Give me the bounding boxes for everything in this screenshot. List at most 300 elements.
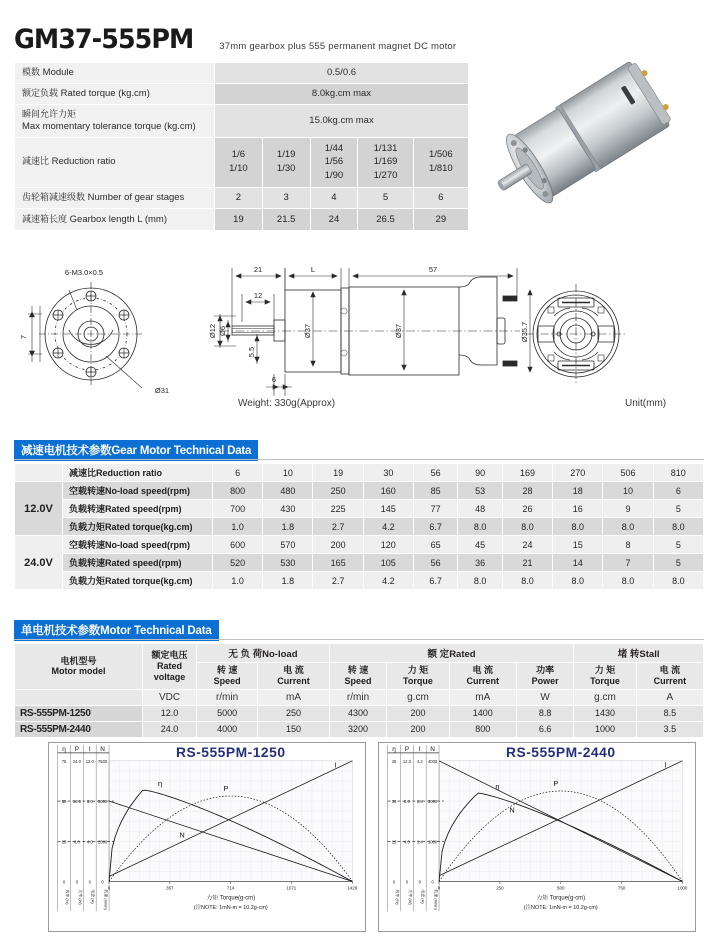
chart-axis-tick: 0 — [88, 879, 91, 885]
chart-axis-tick: 0 — [62, 879, 66, 885]
stages-value: 5 — [358, 187, 413, 208]
section-title-cn: 单电机技术参数 — [21, 625, 101, 637]
chart-axis-label: 电流 (A) — [90, 889, 96, 904]
dim-thread: 6-M3.0×0.5 — [64, 268, 104, 277]
spec-value-rated-torque: 8.0kg.cm max — [215, 83, 469, 104]
chart-axis-tick: 4.0 — [86, 839, 93, 845]
label-en: Rated — [449, 649, 476, 660]
data-cell: 8.0 — [603, 572, 653, 590]
chart-axis-tick: 5000 — [98, 799, 108, 805]
rear-view — [526, 284, 626, 384]
ratio-cell: 169 — [502, 464, 552, 482]
data-cell: 65 — [413, 536, 458, 554]
section-title-cn: 减速电机技术参数 — [21, 445, 112, 457]
data-cell: 53 — [458, 482, 503, 500]
label-cn: 减速比 — [69, 468, 97, 478]
data-cell: 18 — [553, 482, 603, 500]
chart-axis-symbol: N — [100, 745, 105, 753]
chart-axis-tick: 2500 — [98, 839, 108, 845]
label-cn: 减速比 — [22, 156, 50, 167]
ratio-col-1 — [215, 137, 263, 187]
ratio-cell: 10 — [263, 464, 313, 482]
label-cn: 功率 — [536, 665, 555, 675]
label-en: Power — [531, 675, 559, 686]
chart-axis-symbol: N — [430, 745, 435, 753]
stages-value: 3 — [262, 187, 310, 208]
stages-value: 6 — [413, 187, 468, 208]
data-cell: 1.8 — [263, 518, 313, 536]
label-cn: 额定电压 — [151, 650, 188, 661]
chart-x-tick: 714 — [226, 885, 235, 891]
data-cell: 700 — [213, 500, 263, 518]
label-en: Max momentary tolerance torque (kg.cm) — [22, 120, 196, 132]
ratio-col-5 — [413, 137, 468, 187]
chart-axis-tick: 7500 — [98, 758, 108, 764]
data-cell: 8.0 — [653, 572, 703, 590]
stages-value: 2 — [215, 187, 263, 208]
label-cn: 额 定 — [427, 649, 450, 660]
dim-shaft-dia: Ø6 — [218, 325, 227, 337]
label-cn: 齿轮箱减速级数 — [22, 191, 86, 202]
dim-body-dia-2: Ø37 — [394, 323, 403, 339]
chart-series-label-N: N — [509, 805, 515, 815]
label-cn: 空载转速 — [69, 486, 106, 496]
chart-series-label-η: η — [158, 778, 163, 788]
table-row — [15, 83, 469, 104]
specification-table — [14, 62, 469, 231]
row-label-noload-speed-24v — [63, 536, 213, 554]
chart-axis-tick: 30 — [391, 799, 397, 805]
ratio-value: 1/6 — [231, 149, 245, 161]
header-noload-current — [258, 663, 330, 690]
data-cell: 105 — [363, 554, 413, 572]
chart-axis-tick: 50 — [61, 799, 67, 805]
ratio-cell: 90 — [458, 464, 503, 482]
header-group-rated — [329, 644, 573, 663]
dimension-drawing-svg — [14, 246, 704, 426]
data-cell: 430 — [263, 500, 313, 518]
table-row — [15, 572, 704, 590]
label-cn: 转 速 — [216, 665, 238, 675]
data-cell: 150 — [258, 721, 330, 737]
chart-series-label-I: I — [334, 760, 337, 770]
unit-cell: A — [636, 689, 703, 705]
table-row-group-header — [15, 644, 704, 663]
length-value: 19 — [215, 208, 263, 231]
label-cn: 空载转速 — [69, 540, 106, 550]
ratio-value: 1/19 — [276, 149, 296, 161]
ratio-cell: 6 — [213, 464, 263, 482]
length-value: 29 — [413, 208, 468, 231]
label-en: Torque — [590, 675, 620, 686]
ratio-value: 1/506 — [428, 149, 453, 161]
label-en: Rated speed(rpm) — [105, 504, 182, 514]
chart-svg-1250 — [49, 743, 365, 931]
data-cell: 3.5 — [636, 721, 703, 737]
data-cell: 2.7 — [313, 518, 363, 536]
data-cell: 4.2 — [363, 572, 413, 590]
label-cn: 转 速 — [347, 665, 369, 675]
unit-cell: mA — [258, 689, 330, 705]
ratio-col-3 — [310, 137, 358, 187]
unit-label: Unit(mm) — [625, 398, 667, 409]
chart-axis-tick: 2.8 — [416, 799, 423, 805]
label-cn: 负载转速 — [69, 558, 106, 568]
product-photo — [478, 24, 704, 234]
ratio-cell: 56 — [413, 464, 458, 482]
chart-series-label-P: P — [553, 779, 559, 789]
chart-axis-tick: 75 — [61, 758, 67, 764]
header-rated-torque — [387, 663, 449, 690]
row-label-rated-speed-24v — [63, 554, 213, 572]
label-en: Current — [466, 675, 500, 686]
data-cell: 5000 — [197, 705, 258, 721]
ratio-value: 1/30 — [276, 163, 296, 175]
label-en: No-load speed(rpm) — [105, 540, 191, 550]
data-cell: 16 — [553, 500, 603, 518]
data-cell: 24 — [502, 536, 552, 554]
data-cell: 225 — [313, 500, 363, 518]
front-view — [28, 282, 143, 388]
ratio-value: 1/56 — [324, 156, 344, 168]
unit-cell: g.cm — [387, 689, 449, 705]
table-row — [15, 518, 704, 536]
technical-drawing — [14, 246, 704, 426]
label-cn: 堵 转 — [617, 649, 640, 660]
chart-x-tick: 0 — [437, 885, 441, 891]
data-cell: 5 — [653, 500, 703, 518]
data-cell: 6.7 — [413, 518, 458, 536]
performance-chart-1250 — [48, 742, 366, 932]
stages-value: 4 — [310, 187, 358, 208]
data-cell: 8.0 — [458, 518, 503, 536]
ratio-value: 1/90 — [324, 170, 344, 182]
unit-cell: r/min — [197, 689, 258, 705]
ratio-value: 1/169 — [373, 156, 398, 168]
header-noload-speed — [197, 663, 258, 690]
chart-axis-tick: 0 — [431, 879, 434, 885]
data-cell: 21 — [502, 554, 552, 572]
ratio-cell: 810 — [653, 464, 703, 482]
data-cell: 28 — [502, 482, 552, 500]
data-cell: 800 — [213, 482, 263, 500]
data-cell: 4000 — [197, 721, 258, 737]
data-cell: 1000 — [574, 721, 636, 737]
chart-x-tick: 250 — [496, 885, 504, 891]
label-en: Reduction ratio — [51, 156, 116, 168]
chart-axis-tick: 8.0 — [404, 799, 410, 805]
voltage-label-24v: 24.0V — [15, 536, 63, 590]
unit-spacer — [15, 689, 143, 705]
data-cell: 200 — [313, 536, 363, 554]
chart-axis-tick: 8.0 — [74, 839, 80, 845]
data-cell: 480 — [263, 482, 313, 500]
data-cell: 8.0 — [653, 518, 703, 536]
table-row-gear-stages — [15, 187, 469, 208]
row-label-noload-speed-12v — [63, 482, 213, 500]
dim-flange-thk: 7 — [19, 334, 28, 340]
table-row-units — [15, 689, 704, 705]
chart-axis-tick: 4000 — [428, 758, 438, 764]
chart-axis-symbol: I — [418, 745, 421, 753]
ratio-value: 1/44 — [324, 142, 344, 154]
dim-axis-offset: 5.5 — [247, 346, 256, 358]
data-cell: 200 — [387, 705, 449, 721]
chart-axis-symbol: I — [88, 745, 91, 753]
label-cn: 电 流 — [659, 665, 681, 675]
ratio-col-2 — [262, 137, 310, 187]
chart-axis-label: 效率 (%) — [65, 889, 70, 905]
dim-shaft-len: 21 — [253, 265, 263, 274]
section-title-en: Gear Motor Technical Data — [111, 445, 252, 457]
chart-title: RS-555PM-1250 — [175, 743, 286, 760]
data-cell: 1400 — [449, 705, 516, 721]
data-cell: 1.0 — [213, 518, 263, 536]
data-cell: 77 — [413, 500, 458, 518]
data-cell: 165 — [313, 554, 363, 572]
unit-cell: W — [516, 689, 573, 705]
chart-x-tick: 750 — [617, 885, 626, 891]
data-cell: 800 — [449, 721, 516, 737]
label-cn: 力 矩 — [594, 665, 616, 675]
motor-photo-illustration — [478, 24, 704, 234]
chart-x-tick: 1429 — [347, 885, 358, 891]
header-group-stall — [574, 644, 704, 663]
data-cell: 8.0 — [502, 572, 552, 590]
chart-axis-tick: 4.2 — [416, 758, 423, 764]
chart-axis-symbol: η — [392, 745, 396, 753]
label-en: Reduction ratio — [96, 468, 163, 478]
dim-body-dia-1: Ø37 — [303, 323, 312, 339]
chart-series-label-η: η — [495, 782, 500, 792]
section-title-en: Motor Technical Data — [100, 625, 212, 637]
data-cell: 530 — [263, 554, 313, 572]
chart-xlabel: 力矩 Torque(g-cm) — [536, 895, 586, 902]
row-label-rated-speed-12v — [63, 500, 213, 518]
length-value: 24 — [310, 208, 358, 231]
table-row — [15, 554, 704, 572]
page-subtitle: 37mm gearbox plus 555 permanent magnet DC motor — [219, 41, 457, 52]
data-cell: 250 — [313, 482, 363, 500]
page-header — [14, 24, 469, 56]
spec-label-reduction-ratio — [15, 137, 215, 187]
chart-axis-tick: 3000 — [428, 799, 438, 805]
data-cell: 5 — [653, 554, 703, 572]
table-row — [15, 482, 704, 500]
label-cn: 负载力矩 — [69, 522, 106, 532]
spec-label-gearbox-length — [15, 208, 215, 231]
chart-axis-label: 转速 (r/min) — [103, 889, 109, 910]
data-cell: 56 — [413, 554, 458, 572]
chart-x-tick: 500 — [557, 885, 565, 891]
dim-boss-dia: Ø12 — [208, 323, 217, 339]
chart-axis-tick: 0 — [75, 879, 79, 885]
table-row — [15, 721, 704, 737]
label-en: Speed — [344, 675, 372, 686]
ratio-value: 1/810 — [428, 163, 453, 175]
chart-axis-tick: 0 — [101, 879, 104, 885]
chart-axis-tick: 0 — [418, 879, 421, 885]
data-cell: 250 — [258, 705, 330, 721]
header-rated-voltage — [143, 644, 197, 690]
ratio-value: 1/10 — [229, 163, 248, 175]
data-cell: 6 — [653, 482, 703, 500]
header-rated-speed — [329, 663, 386, 690]
header-motor-model — [15, 644, 143, 690]
chart-axis-symbol: P — [404, 745, 410, 753]
chart-axis-label: 效率 (%) — [395, 889, 400, 905]
label-en2: voltage — [153, 671, 186, 682]
page-title: GM37-555PM — [14, 24, 194, 55]
chart-axis-tick: 25 — [61, 839, 67, 845]
data-cell: 2.7 — [313, 572, 363, 590]
data-cell: 4.2 — [363, 518, 413, 536]
chart-axis-label: 功率 (W) — [77, 889, 83, 905]
chart-axis-tick: 1.4 — [416, 839, 423, 845]
chart-axis-label: 转速 (r/min) — [433, 889, 439, 910]
data-cell: 600 — [213, 536, 263, 554]
chart-x-tick: 1071 — [286, 885, 297, 891]
label-cn: 额定负载 — [22, 87, 59, 98]
chart-x-tick: 1000 — [677, 885, 688, 891]
data-cell: 36 — [458, 554, 503, 572]
label-cn: 负载力矩 — [69, 576, 106, 586]
gear-motor-technical-data-table — [14, 463, 704, 590]
chart-series-label-I: I — [664, 760, 667, 770]
ratio-cell: 506 — [603, 464, 653, 482]
spec-label-max-torque — [15, 104, 215, 137]
label-en: Rated torque (kg.cm) — [60, 87, 150, 99]
data-cell: 7 — [603, 554, 653, 572]
weight-label: Weight: 330g(Approx) — [238, 398, 336, 409]
label-cn: 负载转速 — [69, 504, 106, 514]
ratio-col-4 — [358, 137, 413, 187]
dim-end-dia: Ø35.7 — [520, 321, 529, 343]
label-cn: 电 流 — [283, 665, 304, 675]
label-en: Speed — [213, 675, 241, 686]
table-row — [15, 705, 704, 721]
label-cn: 电机型号 — [60, 655, 97, 666]
chart-title: RS-555PM-2440 — [505, 743, 616, 760]
data-cell: 85 — [413, 482, 458, 500]
data-cell: 200 — [387, 721, 449, 737]
data-cell: 8 — [603, 536, 653, 554]
row-label-rated-torque-24v — [63, 572, 213, 590]
header-stall-torque — [574, 663, 636, 690]
unit-cell: VDC — [143, 689, 197, 705]
label-en: Rated speed(rpm) — [105, 558, 182, 568]
data-cell: 10 — [603, 482, 653, 500]
chart-axis-tick: 12.0 — [85, 758, 94, 764]
ratio-cell: 19 — [313, 464, 363, 482]
row-label-rated-torque-12v — [63, 518, 213, 536]
header-rated-current — [449, 663, 516, 690]
data-cell: 24.0 — [143, 721, 197, 737]
dim-boss-len: 6 — [271, 375, 277, 384]
label-en: Motor model — [51, 666, 106, 677]
header-group-noload — [197, 644, 330, 663]
data-cell: 1430 — [574, 705, 636, 721]
chart-note: (注NOTE: 1mN-m = 10.2g-cm) — [523, 905, 598, 912]
chart-axis-tick: 0 — [405, 879, 409, 885]
chart-note: (注NOTE: 1mN-m = 10.2g-cm) — [193, 905, 268, 912]
unit-cell: r/min — [329, 689, 386, 705]
label-en: Rated torque(kg.cm) — [105, 522, 193, 532]
section-divider — [14, 459, 704, 460]
chart-axis-label: 功率 (W) — [407, 889, 413, 905]
data-cell: 5 — [653, 536, 703, 554]
chart-x-tick: 0 — [107, 885, 111, 891]
chart-axis-tick: 45 — [391, 758, 397, 764]
data-cell: 160 — [363, 482, 413, 500]
chart-axis-symbol: P — [74, 745, 80, 753]
data-cell: 8.0 — [458, 572, 503, 590]
label-en: Stall — [639, 649, 660, 660]
label-cn: 力 矩 — [407, 665, 429, 675]
data-cell: 1.8 — [263, 572, 313, 590]
ratio-cell: 270 — [553, 464, 603, 482]
label-cn: 无 负 荷 — [228, 649, 263, 660]
dim-flat-len: 12 — [253, 291, 263, 300]
chart-axis-symbol: η — [62, 745, 66, 753]
spec-value-module: 0.5/0.6 — [215, 63, 469, 84]
chart-axis-tick: 0 — [392, 879, 396, 885]
data-cell: 570 — [263, 536, 313, 554]
data-cell: 26 — [502, 500, 552, 518]
data-cell: 8.8 — [516, 705, 573, 721]
chart-axis-tick: 24.0 — [72, 758, 81, 764]
table-row-gearbox-length — [15, 208, 469, 231]
unit-cell: g.cm — [574, 689, 636, 705]
length-value: 26.5 — [358, 208, 413, 231]
data-cell: 14 — [553, 554, 603, 572]
dim-gearbox-len: L — [310, 265, 316, 274]
spacer-cell — [15, 464, 63, 482]
section-divider — [14, 639, 704, 640]
data-cell: 8.0 — [553, 518, 603, 536]
table-row — [15, 104, 469, 137]
data-cell: 6.7 — [413, 572, 458, 590]
chart-axis-tick: 16.0 — [72, 799, 81, 805]
dim-motor-len: 57 — [428, 265, 438, 274]
chart-x-tick: 357 — [166, 885, 174, 891]
chart-xlabel: 力矩 Torque(g-cm) — [206, 895, 256, 902]
spec-label-rated-torque — [15, 83, 215, 104]
gear-ratio-label — [63, 464, 213, 482]
data-cell: 6.6 — [516, 721, 573, 737]
length-value: 21.5 — [262, 208, 310, 231]
data-cell: 8.5 — [636, 705, 703, 721]
model-name: RS-555PM-1250 — [15, 705, 143, 721]
label-en: Torque — [403, 675, 433, 686]
label-en: Module — [42, 67, 74, 78]
chart-axis-tick: 15 — [391, 839, 397, 845]
chart-axis-tick: 8.0 — [86, 799, 93, 805]
label-en: Current — [653, 675, 687, 686]
label-cn: 模数 — [22, 67, 41, 77]
data-cell: 45 — [458, 536, 503, 554]
chart-series-label-N: N — [179, 830, 185, 840]
data-cell: 48 — [458, 500, 503, 518]
label-en: Gearbox length L (mm) — [69, 213, 167, 225]
header-rated-power — [516, 663, 573, 690]
spec-value-max-torque: 15.0kg.cm max — [215, 104, 469, 137]
table-row-reduction-ratio — [15, 137, 469, 187]
dim-bolt-circle: Ø31 — [154, 386, 170, 395]
label-en: Rated torque(kg.cm) — [105, 576, 193, 586]
chart-axis-tick: 1000 — [428, 839, 438, 845]
ratio-value: 1/131 — [373, 142, 398, 154]
